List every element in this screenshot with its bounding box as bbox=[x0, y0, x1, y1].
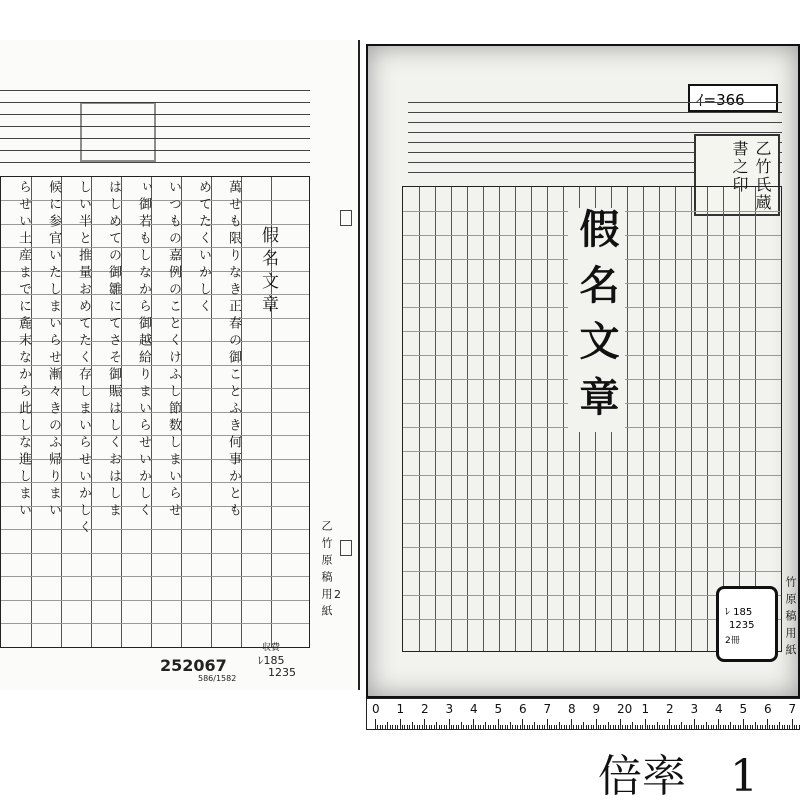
ruler-tick bbox=[380, 725, 381, 729]
ruler-tick bbox=[564, 725, 565, 729]
ruler-tick bbox=[679, 725, 680, 729]
ruler-tick bbox=[402, 725, 403, 729]
ruler-tick bbox=[505, 725, 506, 729]
ruler-tick bbox=[463, 725, 464, 729]
ruler-tick bbox=[441, 725, 442, 729]
ruler-tick bbox=[745, 725, 746, 729]
left-manuscript-page bbox=[0, 40, 360, 690]
left-page-title: 假名文章 bbox=[258, 226, 278, 318]
ruler-tick bbox=[529, 725, 530, 729]
ruler-tick bbox=[571, 719, 572, 729]
ruler-tick bbox=[426, 725, 427, 729]
ruler-tick bbox=[544, 725, 545, 729]
ruler-tick bbox=[696, 725, 697, 729]
ruler-tick bbox=[765, 725, 766, 729]
accession-number: 252067 bbox=[160, 656, 227, 675]
ruler-tick bbox=[510, 722, 511, 729]
ruler-number: 4 bbox=[715, 702, 723, 716]
manuscript-line: らせい土産までに麁末なから此しな進しまい bbox=[16, 180, 31, 520]
ruler-tick bbox=[377, 725, 378, 729]
ruler-tick bbox=[608, 722, 609, 729]
ruler-tick bbox=[473, 719, 474, 729]
ruler-tick bbox=[444, 725, 445, 729]
ruler-number: 5 bbox=[739, 702, 748, 716]
ruler-tick bbox=[755, 722, 756, 729]
ruler-number: 8 bbox=[568, 702, 576, 716]
manuscript-line: めてたくいかしく bbox=[196, 180, 211, 316]
ruler-tick bbox=[618, 725, 619, 729]
ruler-tick bbox=[637, 725, 638, 729]
ruler-tick bbox=[603, 725, 604, 729]
ruler-tick bbox=[458, 725, 459, 729]
ruler-tick bbox=[720, 725, 721, 729]
ruler-tick bbox=[412, 722, 413, 729]
ruler-number: 1 bbox=[641, 702, 650, 716]
ruler-tick bbox=[429, 725, 430, 729]
ruler-tick bbox=[792, 719, 793, 729]
ruler-tick bbox=[434, 725, 435, 729]
ruler-tick bbox=[635, 725, 636, 729]
ruler-number: 6 bbox=[764, 702, 772, 716]
manuscript-line: ぃ御若もしなから御越給りまいらせいかしく bbox=[136, 180, 151, 520]
shelf-label-line: ﾚ 185 bbox=[725, 607, 753, 618]
ruler-number: 1 bbox=[396, 702, 405, 716]
ruler-tick bbox=[542, 725, 543, 729]
ruler-tick bbox=[600, 725, 601, 729]
ruler-tick bbox=[524, 725, 525, 729]
ruler-tick bbox=[645, 719, 646, 729]
ruler-number: 20 bbox=[617, 702, 633, 716]
ruler-tick bbox=[718, 719, 719, 729]
ruler-tick bbox=[787, 725, 788, 729]
ownership-seal: 乙竹氏蔵書之印 bbox=[694, 134, 780, 216]
ruler-tick bbox=[515, 725, 516, 729]
measurement-ruler bbox=[366, 698, 800, 730]
ruler-tick bbox=[725, 725, 726, 729]
binding-mark bbox=[340, 540, 352, 556]
ruler-tick bbox=[757, 725, 758, 729]
ruler-tick bbox=[392, 725, 393, 729]
ruler-tick bbox=[449, 719, 450, 729]
ruler-tick bbox=[747, 725, 748, 729]
ruler-tick bbox=[674, 725, 675, 729]
ruler-tick bbox=[409, 725, 410, 729]
accession-sub-number: 586/1582 bbox=[198, 674, 237, 683]
ruler-tick bbox=[789, 725, 790, 729]
ruler-tick bbox=[708, 725, 709, 729]
ruler-tick bbox=[703, 725, 704, 729]
ruler-tick bbox=[495, 725, 496, 729]
ruler-tick bbox=[769, 725, 770, 729]
ruler-tick bbox=[647, 725, 648, 729]
ruler-number: 3 bbox=[690, 702, 699, 716]
manuscript-line: しい半と推量おめてたく存しまいらせいかしく bbox=[76, 180, 91, 537]
ruler-tick bbox=[493, 725, 494, 729]
ruler-tick bbox=[395, 725, 396, 729]
header-rule bbox=[0, 90, 310, 91]
ruler-tick bbox=[649, 725, 650, 729]
ruler-tick bbox=[796, 725, 797, 729]
ruler-tick bbox=[532, 725, 533, 729]
ruler-tick bbox=[740, 725, 741, 729]
ruler-tick bbox=[782, 725, 783, 729]
ruler-tick bbox=[576, 725, 577, 729]
ruler-tick bbox=[794, 725, 795, 729]
ruler-tick bbox=[698, 725, 699, 729]
ruler-tick bbox=[728, 725, 729, 729]
ruler-tick bbox=[767, 719, 768, 729]
ruler-tick bbox=[711, 725, 712, 729]
ruler-tick bbox=[615, 725, 616, 729]
ruler-tick bbox=[706, 722, 707, 729]
footer-note: 収費 bbox=[262, 643, 281, 653]
manuscript-line: 候に参官いたしまいらせ漸々きのふ帰りまい bbox=[46, 180, 61, 520]
ruler-tick bbox=[414, 725, 415, 729]
footer-note: 1235 bbox=[268, 666, 296, 679]
ruler-tick bbox=[620, 719, 621, 729]
ruler-tick bbox=[471, 725, 472, 729]
ruler-tick bbox=[779, 722, 780, 729]
ruler-number: 9 bbox=[592, 702, 601, 716]
ruler-number: 3 bbox=[445, 702, 454, 716]
ruler-tick bbox=[485, 722, 486, 729]
ruler-tick bbox=[534, 722, 535, 729]
ruler-tick bbox=[654, 725, 655, 729]
header-rule bbox=[0, 162, 310, 163]
ruler-tick bbox=[480, 725, 481, 729]
ruler-tick bbox=[784, 725, 785, 729]
ruler-tick bbox=[566, 725, 567, 729]
ruler-tick bbox=[419, 725, 420, 729]
shelf-label-line: 1235 bbox=[729, 620, 755, 631]
ruler-tick bbox=[750, 725, 751, 729]
ruler-tick bbox=[569, 725, 570, 729]
ruler-number: 4 bbox=[470, 702, 478, 716]
ruler-tick bbox=[591, 725, 592, 729]
ruler-tick bbox=[583, 722, 584, 729]
ruler-tick bbox=[642, 725, 643, 729]
ruler-tick bbox=[681, 722, 682, 729]
ruler-tick bbox=[461, 722, 462, 729]
ruler-tick bbox=[488, 725, 489, 729]
ruler-tick bbox=[733, 725, 734, 729]
ruler-tick bbox=[669, 719, 670, 729]
footer-note: ﾚ185 bbox=[258, 654, 285, 667]
ruler-tick bbox=[762, 725, 763, 729]
ruler-tick bbox=[400, 719, 401, 729]
shelf-label-line: 2冊 bbox=[725, 636, 740, 646]
ruler-tick bbox=[502, 725, 503, 729]
ruler-number: 7 bbox=[788, 702, 797, 716]
paper-brand-label: 乙竹原稿用紙 bbox=[320, 520, 333, 622]
ruler-tick bbox=[375, 719, 376, 729]
ruler-tick bbox=[689, 725, 690, 729]
ruler-tick bbox=[671, 725, 672, 729]
ruler-tick bbox=[684, 725, 685, 729]
faded-seal-stamp bbox=[80, 102, 156, 162]
ruler-tick bbox=[730, 722, 731, 729]
ruler-tick bbox=[701, 725, 702, 729]
ruler-tick bbox=[659, 725, 660, 729]
ruler-tick bbox=[520, 725, 521, 729]
ruler-tick bbox=[539, 725, 540, 729]
ruler-tick bbox=[387, 722, 388, 729]
ruler-tick bbox=[640, 725, 641, 729]
ruler-tick bbox=[743, 719, 744, 729]
binding-mark bbox=[340, 210, 352, 226]
ruler-tick bbox=[662, 725, 663, 729]
ruler-tick bbox=[596, 719, 597, 729]
magnification-caption: 倍率 1 bbox=[598, 751, 758, 802]
ruler-tick bbox=[507, 725, 508, 729]
ruler-tick bbox=[390, 725, 391, 729]
ruler-tick bbox=[549, 725, 550, 729]
ruler-tick bbox=[676, 725, 677, 729]
ruler-tick bbox=[777, 725, 778, 729]
ruler-tick bbox=[667, 725, 668, 729]
ruler-tick bbox=[517, 725, 518, 729]
ruler-tick bbox=[723, 725, 724, 729]
ruler-tick bbox=[466, 725, 467, 729]
ruler-tick bbox=[561, 725, 562, 729]
paper-brand-label: 竹原稿用紙 bbox=[784, 576, 797, 661]
ruler-number: 2 bbox=[421, 702, 429, 716]
ruler-tick bbox=[774, 725, 775, 729]
ruler-number: 7 bbox=[543, 702, 552, 716]
ruler-tick bbox=[385, 725, 386, 729]
ruler-tick bbox=[500, 725, 501, 729]
ruler-tick bbox=[664, 725, 665, 729]
ruler-number: 5 bbox=[494, 702, 503, 716]
ruler-tick bbox=[630, 725, 631, 729]
ruler-tick bbox=[613, 725, 614, 729]
manuscript-line: いつもの嘉例のことくけふし節数しまいらせ bbox=[166, 180, 181, 520]
ruler-tick bbox=[490, 725, 491, 729]
ruler-tick bbox=[610, 725, 611, 729]
ruler-tick bbox=[752, 725, 753, 729]
ruler-number: 6 bbox=[519, 702, 527, 716]
ruler-tick bbox=[554, 725, 555, 729]
ruler-tick bbox=[581, 725, 582, 729]
ruler-tick bbox=[431, 725, 432, 729]
ruler-tick bbox=[522, 719, 523, 729]
ruler-tick bbox=[404, 725, 405, 729]
ruler-tick bbox=[422, 725, 423, 729]
ruler-tick bbox=[657, 722, 658, 729]
ruler-number: 2 bbox=[666, 702, 674, 716]
ruler-tick bbox=[547, 719, 548, 729]
ruler-tick bbox=[456, 725, 457, 729]
cover-title: 假名文章 bbox=[568, 208, 625, 432]
ruler-tick bbox=[468, 725, 469, 729]
ruler-tick bbox=[397, 725, 398, 729]
ruler-tick bbox=[632, 722, 633, 729]
right-cover-page bbox=[366, 44, 800, 698]
ruler-tick bbox=[694, 719, 695, 729]
ruler-tick bbox=[625, 725, 626, 729]
ruler-tick bbox=[451, 725, 452, 729]
ruler-tick bbox=[713, 725, 714, 729]
ruler-tick bbox=[716, 725, 717, 729]
ruler-tick bbox=[735, 725, 736, 729]
ruler-tick bbox=[772, 725, 773, 729]
ruler-tick bbox=[605, 725, 606, 729]
ruler-tick bbox=[417, 725, 418, 729]
ruler-tick bbox=[439, 725, 440, 729]
page-number: 2 bbox=[334, 588, 341, 601]
ruler-tick bbox=[559, 722, 560, 729]
manuscript-line: 萬せも限りなき正春の御ことふき何事かとも bbox=[226, 180, 241, 520]
ruler-tick bbox=[478, 725, 479, 729]
ruler-tick bbox=[382, 725, 383, 729]
ruler-tick bbox=[483, 725, 484, 729]
ruler-tick bbox=[527, 725, 528, 729]
ruler-tick bbox=[424, 719, 425, 729]
ruler-tick bbox=[512, 725, 513, 729]
ruler-tick bbox=[475, 725, 476, 729]
ruler-number: 0 bbox=[372, 702, 380, 716]
ruler-tick bbox=[537, 725, 538, 729]
ruler-tick bbox=[691, 725, 692, 729]
ruler-tick bbox=[436, 722, 437, 729]
ruler-tick bbox=[652, 725, 653, 729]
ruler-tick bbox=[588, 725, 589, 729]
ruler-tick bbox=[498, 719, 499, 729]
ruler-tick bbox=[573, 725, 574, 729]
ruler-tick bbox=[578, 725, 579, 729]
ruler-tick bbox=[453, 725, 454, 729]
ruler-tick bbox=[622, 725, 623, 729]
ruler-tick bbox=[446, 725, 447, 729]
ruler-tick bbox=[738, 725, 739, 729]
ruler-tick bbox=[407, 725, 408, 729]
ruler-tick bbox=[760, 725, 761, 729]
ruler-tick bbox=[627, 725, 628, 729]
ruler-tick bbox=[598, 725, 599, 729]
manuscript-line: はしめての御雛にてさそ御賑はしくおはしま bbox=[106, 180, 121, 520]
ruler-tick bbox=[551, 725, 552, 729]
shelf-label bbox=[716, 586, 778, 662]
ruler-tick bbox=[586, 725, 587, 729]
ruler-tick bbox=[593, 725, 594, 729]
catalog-label: ｲ=366 bbox=[688, 84, 778, 112]
ruler-tick bbox=[686, 725, 687, 729]
ruler-tick bbox=[556, 725, 557, 729]
